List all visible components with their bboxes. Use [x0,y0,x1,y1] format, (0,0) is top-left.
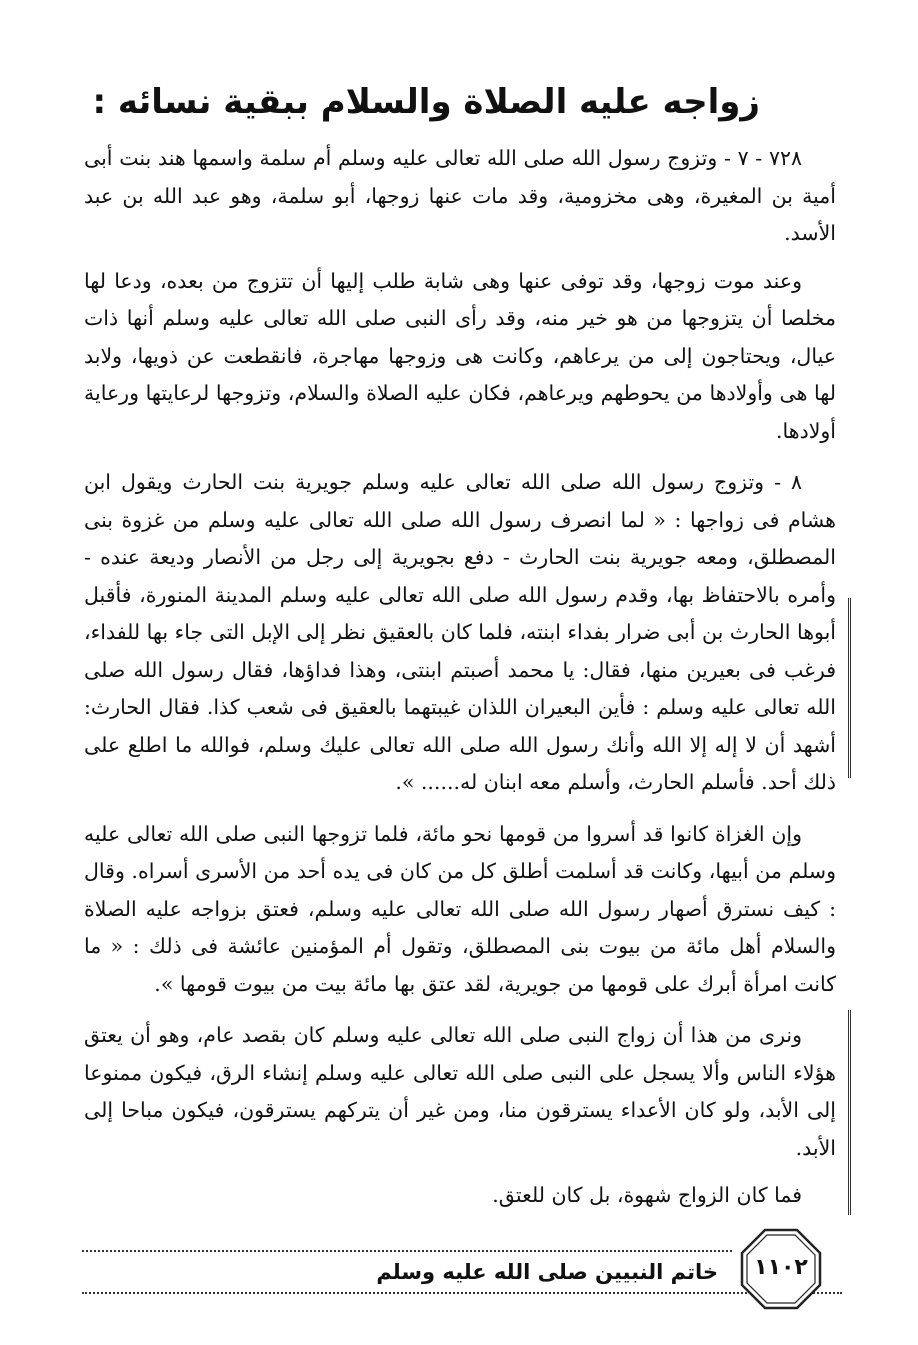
margin-rule-quote [848,598,851,778]
running-footer-title: خاتم النبيين صلى الله عليه وسلم [376,1260,718,1284]
paragraph-conclusion: ونرى من هذا أن زواج النبى صلى الله تعالى عليه وسلم كان بقصد عام، وهو أن يعتق هؤلاء الناس وألا يسجل على النبى صلى الله تعالى عليه وسلم إنشاء الرق، فيكون ممنوعا إلى الأبد، ولو كان الأعداء يسترقون منا، ومن غير أن يتركهم يسترقون، فيكون مباحا إلى الأبد. [84,1023,836,1160]
footer-dotted-rule-bottom [82,1292,842,1294]
body-text [84,140,836,1229]
paragraph-closing: فما كان الزواج شهوة، بل كان للعتق. [492,1183,802,1207]
paragraph-captives-freed: وإن الغزاة كانوا قد أسروا من قومها نحو مائة، فلما تزوجها النبى صلى الله تعالى عليه وسلم من أبيها، وكانت قد أسلمت أطلق كل من كان فى يده أحد من الأسرى أسراه. وقال : كيف نسترق أصهار رسول الله صلى الله تعالى عليه وسلم، فعتق بزواجه عليه الصلاة والسلام أهل مائة من بيوت بنى المصطلق، وتقول أم المؤمنين عائشة فى ذلك : « ما كانت امرأة أبرك على قومها من جويرية، لقد عتق بها مائة بيت من بيوت قومها ». [84,821,836,996]
paragraph-umm-salama-reason: وعند موت زوجها، وقد توفى عنها وهى شابة طلب إليها أن تتزوج من بعده، ودعا لها مخلصا أن يتزوجها من هو خير منه، وقد رأى النبى صلى الله تعالى عليه وسلم أنها ذات عيال، ويحتاجون إلى من يرعاهم، وكانت هى وزوجها مهاجرة، فانقطعت عن ذويها، ولابد لها هى وأولادها من يحوطهم ويرعاهم، فكان عليه الصلاة والسلام، وتزوجها لرعايتها ورعاية أولادها. [84,268,836,443]
page-number: ١١٠٢ [754,1255,808,1280]
footer-dotted-rule-top [82,1250,732,1252]
paragraph-juwayriya: ٨ - وتزوج رسول الله صلى الله تعالى عليه وسلم جويرية بنت الحارث ويقول ابن هشام فى زواجها : « لما انصرف رسول الله صلى الله تعالى عليه وسلم من غزوة بنى المصطلق، ومعه جويرية بنت الحارث - دفع بجويرية إلى رجل من الأنصار وديعة عنده - وأمره بالاحتفاظ بها، وقدم رسول الله صلى الله تعالى عليه وسلم المدينة المنورة، فأقبل أبوها الحارث بن أبى ضرار بفداء ابنته، فلما كان بالعقيق نظر إلى الإبل التى جاء بها للفداء، فرغب فى بعيرين منها، فقال: يا محمد أصبتم ابنتى، وهذا فداؤها، فقال رسول الله صلى الله تعالى عليه وسلم : فأين البعيران اللذان غيبتهما بالعقيق فى شعب كذا. فقال الحارث: أشهد أن لا إله إلا الله وأنك رسول الله صلى الله تعالى عليك وسلم، فوالله ما اطلع على ذلك أحد. فأسلم الحارث، وأسلم معه ابنان له...... ». [84,470,836,794]
page-number-ornament [738,1226,824,1312]
margin-rule-conclusion [848,1010,851,1215]
section-heading: زواجه عليه الصلاة والسلام ببقية نسائه : [92,82,760,122]
paragraph-umm-salama: ٧٢٨ - ٧ - وتزوج رسول الله صلى الله تعالى عليه وسلم أم سلمة واسمها هند بنت أبى أمية بن المغيرة، وهى مخزومية، وقد مات عنها زوجها، أبو سلمة، وهو عبد الله بن عبد الأسد. [84,146,836,245]
